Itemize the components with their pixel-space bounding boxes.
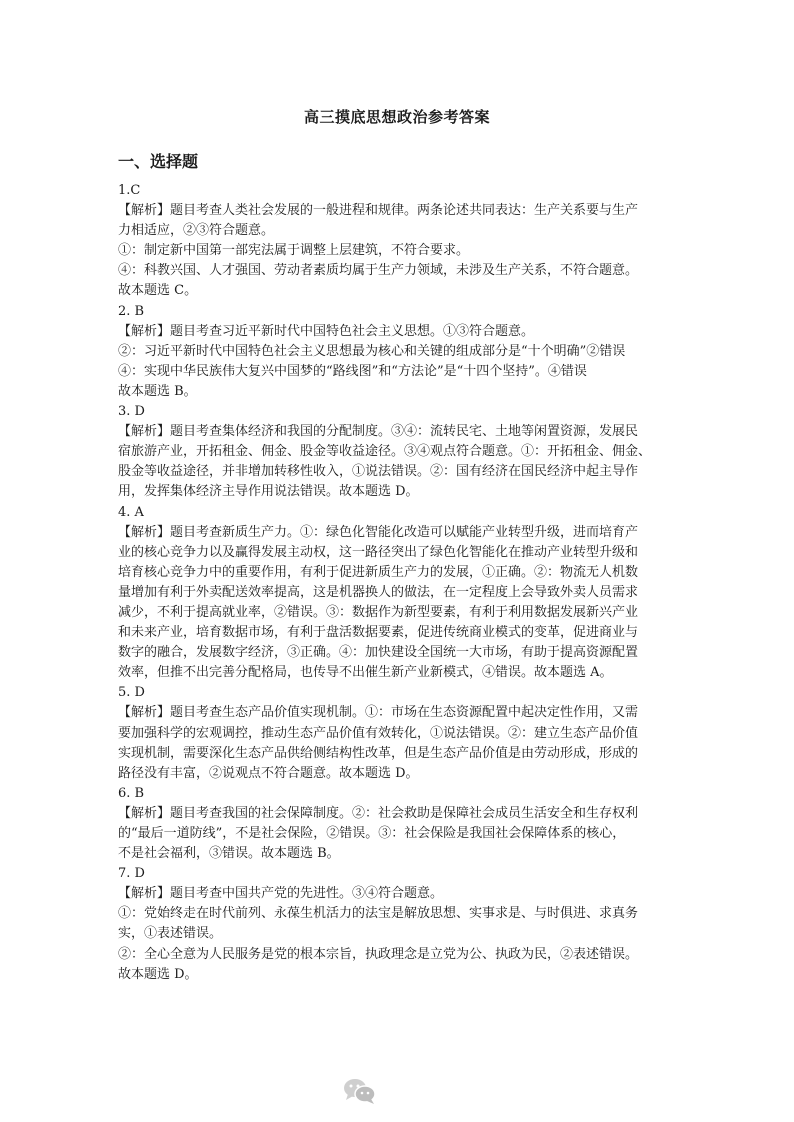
text-line: 4. A — [118, 504, 144, 520]
text-line: ②：全心全意为人民服务是党的根本宗旨，执政理念是立党为公、执政为民，②表述错误。 — [118, 946, 639, 962]
text-line: 【解析】题目考查新质生产力。①：绿色化智能化改造可以赋能产业转型升级，进而培育产 — [118, 524, 639, 540]
text-line: 用，发挥集体经济主导作用说法错误。故本题选 D。 — [118, 484, 419, 500]
text-line: ①：制定新中国第一部宪法属于调整上层建筑，不符合要求。 — [118, 243, 470, 259]
text-line: 1.C — [118, 183, 141, 198]
text-line: 【解析】题目考查习近平新时代中国特色社会主义思想。①③符合题意。 — [118, 323, 535, 339]
text-line: ①：党始终走在时代前列、永葆生机活力的法宝是解放思想、实事求是、与时俱进、求真务 — [118, 906, 639, 922]
text-line: 6. B — [118, 785, 145, 801]
text-line: 力相适应，②③符合题意。 — [118, 223, 275, 239]
text-line: 路径没有丰富，②说观点不符合题意。故本题选 D。 — [118, 765, 419, 781]
text-line: 2. B — [118, 303, 145, 319]
text-line: 3. D — [118, 404, 145, 420]
section-heading: 一、选择题 — [118, 152, 199, 171]
text-line: 【解析】题目考查集体经济和我国的分配制度。③④：流转民宅、土地等闲置资源，发展民 — [118, 424, 639, 440]
text-line: 7. D — [118, 866, 145, 882]
text-line: 量增加有利于外卖配送效率提高，这是机器换人的做法，在一定程度上会导致外卖人员需求 — [118, 584, 639, 600]
text-line: 数字的融合，发展数字经济，③正确。④：加快建设全国统一大市场，有助于提高资源配置 — [118, 645, 639, 661]
text-line: 故本题选 C。 — [118, 283, 198, 299]
text-line: 【解析】题目考查生态产品价值实现机制。①：市场在生态资源配置中起决定性作用，又需 — [118, 705, 639, 721]
text-line: 5. D — [118, 685, 145, 701]
text-line: 的“最后一道防线”，不是社会保险，②错误。③：社会保险是我国社会保障体系的核心， — [118, 826, 626, 841]
text-line: 减少，不利于提高就业率，②错误。③：数据作为新型要素，有利于利用数据发展新兴产业 — [118, 604, 639, 620]
text-line: 【解析】题目考查中国共产党的先进性。③④符合题意。 — [118, 886, 444, 902]
text-line: 要加强科学的宏观调控，推动生态产品价值有效转化，①说法错误。②：建立生态产品价值 — [118, 725, 639, 741]
text-line: 实，①表述错误。 — [118, 926, 223, 942]
text-line: 实现机制，需要深化生态产品供给侧结构性改革，但是生态产品价值是由劳动形成，形成的 — [118, 745, 639, 761]
text-line: 【解析】题目考查我国的社会保障制度。②：社会救助是保障社会成员生活安全和生存权利 — [118, 805, 639, 821]
text-line: 股金等收益途径，并非增加转移性收入，①说法错误。②：国有经济在国民经济中起主导作 — [118, 464, 639, 480]
answer-body — [118, 181, 678, 985]
text-line: 故本题选 D。 — [118, 966, 198, 982]
text-line: 不是社会福利，③错误。故本题选 B。 — [118, 846, 340, 862]
text-line: ④：科教兴国、人才强国、劳动者素质均属于生产力领域，未涉及生产关系，不符合题意。 — [118, 263, 639, 279]
text-line: 宿旅游产业，开拓租金、佣金、股金等收益途径。③④观点符合题意。①：开拓租金、佣金、 — [118, 444, 652, 460]
page-title: 高三摸底思想政治参考答案 — [303, 108, 490, 126]
text-line: 故本题选 B。 — [118, 383, 197, 399]
text-line: 和未来产业，培育数据市场，有利于盘活数据要素，促进传统商业模式的变革，促进商业与 — [118, 625, 639, 641]
text-line: 效率，但推不出完善分配格局，也传导不出催生新产业新模式，④错误。故本题选 A。 — [118, 665, 613, 681]
wechat-logo-icon — [343, 1077, 377, 1109]
text-line: 业的核心竞争力以及赢得发展主动权，这一路径突出了绿色化智能化在推动产业转型升级和 — [118, 544, 639, 560]
text-line: 培育核心竞争力中的重要作用，有利于促进新质生产力的发展，①正确。②：物流无人机数 — [118, 564, 639, 580]
text-line: ②：习近平新时代中国特色社会主义思想最为核心和关键的组成部分是“十个明确”②错误 — [118, 343, 626, 359]
text-line: ④：实现中华民族伟大复兴中国梦的“路线图”和“方法论”是“十四个坚持”。④错误 — [118, 363, 587, 379]
text-line: 【解析】题目考查人类社会发展的一般进程和规律。两条论述共同表达：生产关系要与生产 — [118, 203, 639, 219]
